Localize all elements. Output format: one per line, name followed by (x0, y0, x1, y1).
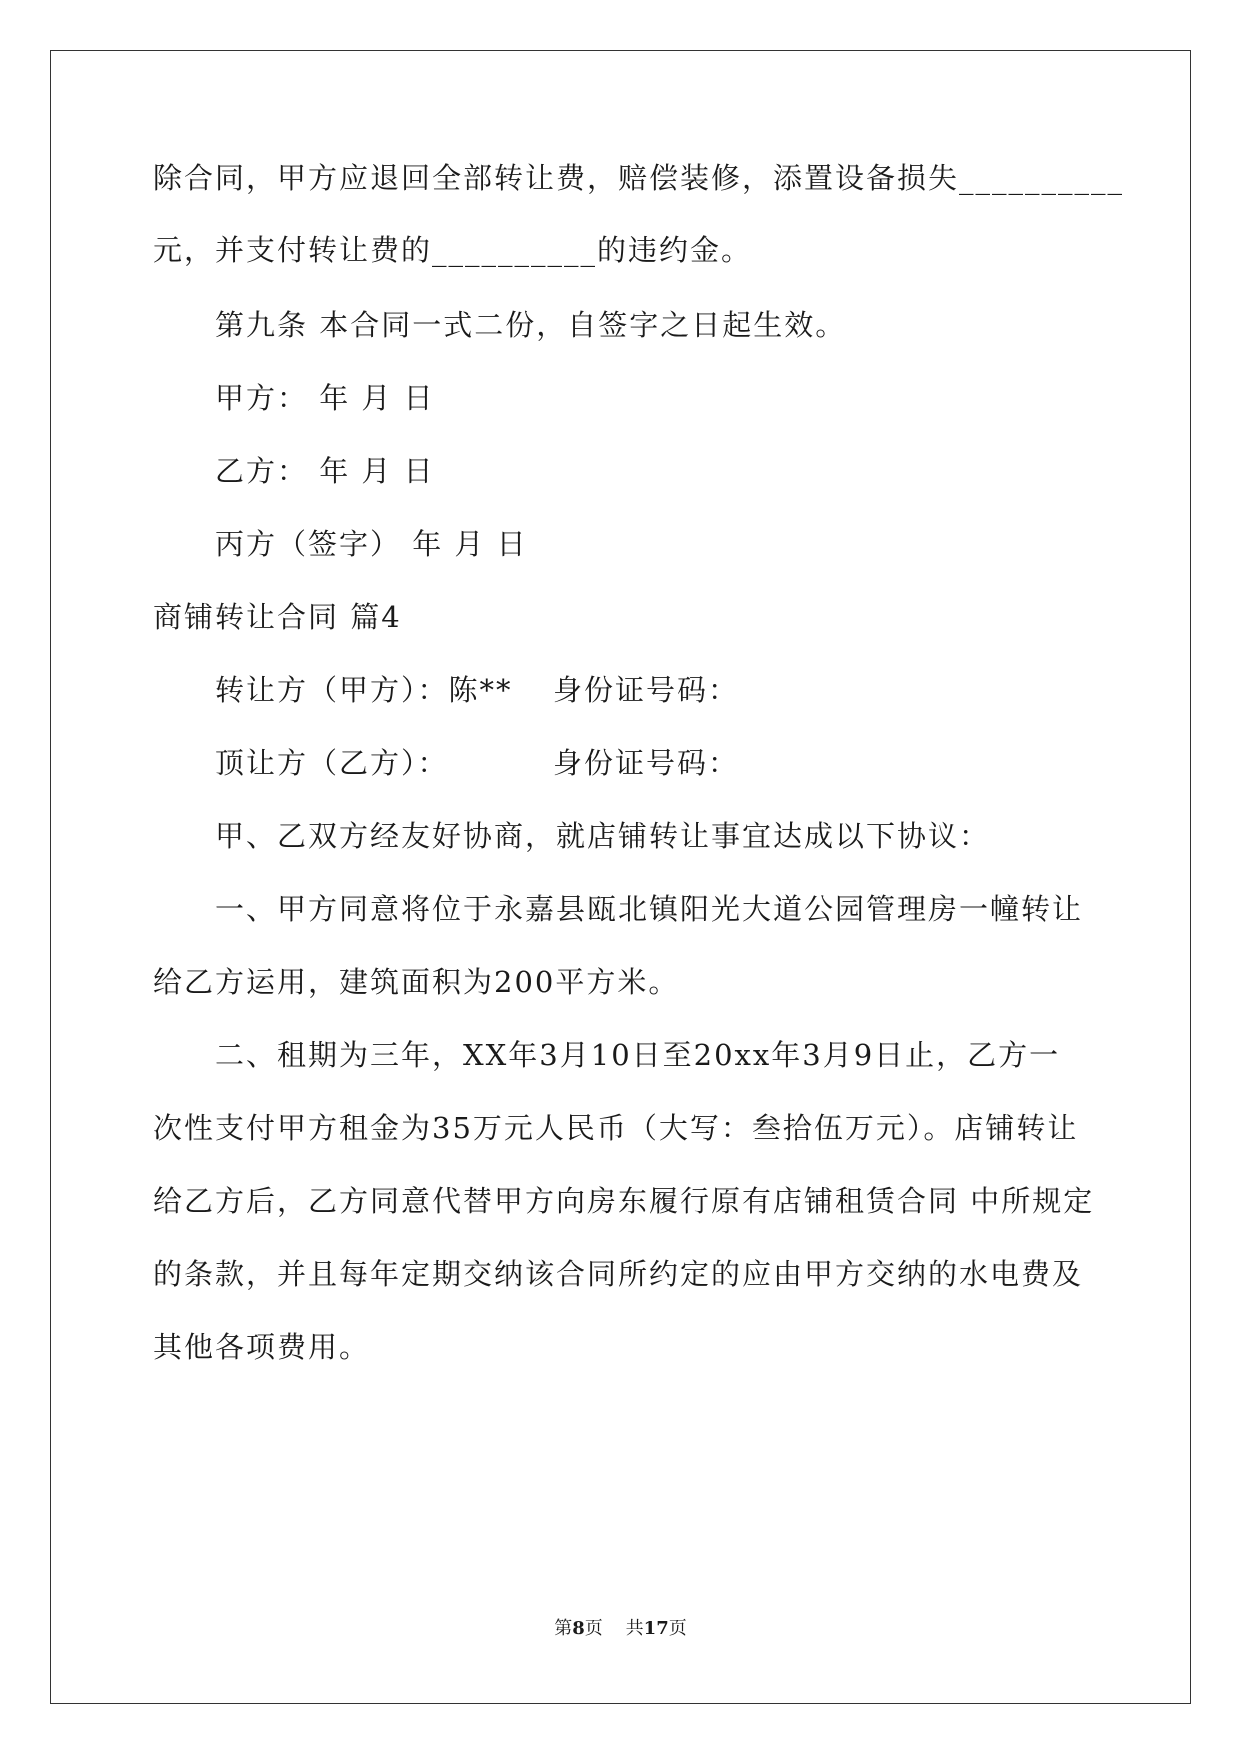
clause-nine: 第九条 本合同一式二份，自签字之日起生效。 (215, 308, 847, 342)
clause-one-line: 给乙方运用，建筑面积为200平方米。 (153, 965, 680, 999)
paragraph-line: 元，并支付转让费的__________的违约金。 (153, 233, 753, 267)
page-border (50, 50, 1191, 1704)
footer-page-suffix: 页 (584, 1618, 603, 1639)
transferor-id-label: 身份证号码： (553, 673, 740, 707)
transferee-label: 顶让方（乙方）： (215, 746, 449, 780)
page-footer (0, 1614, 1241, 1640)
clause-one-line: 一、甲方同意将位于永嘉县瓯北镇阳光大道公园管理房一幢转让 (215, 892, 1084, 926)
paragraph-line: 除合同，甲方应退回全部转让费，赔偿装修，添置设备损失__________ (153, 161, 1125, 195)
transferee-id-label: 身份证号码： (553, 746, 740, 780)
footer-total-suffix: 页 (668, 1618, 687, 1639)
section-heading: 商铺转让合同 篇4 (153, 600, 402, 634)
clause-two-line: 次性支付甲方租金为35万元人民币（大写：叁拾伍万元）。店铺转让 (153, 1111, 1079, 1145)
clause-two-line: 给乙方后，乙方同意代替甲方向房东履行原有店铺租赁合同 中所规定 (153, 1184, 1095, 1218)
total-pages-number: 17 (643, 1618, 669, 1639)
signature-party-b: 乙方： 年 月 日 (215, 454, 435, 488)
clause-two-line: 的条款，并且每年定期交纳该合同所约定的应由甲方交纳的水电费及 (153, 1257, 1084, 1291)
transferor-label: 转让方（甲方）：陈** (215, 673, 513, 707)
agreement-intro: 甲、乙双方经友好协商，就店铺转让事宜达成以下协议： (215, 819, 991, 853)
footer-prefix: 第 (554, 1618, 573, 1639)
signature-party-c: 丙方（签字） 年 月 日 (215, 527, 528, 561)
footer-total-prefix: 共 (625, 1618, 644, 1639)
clause-two-line: 其他各项费用。 (153, 1330, 371, 1364)
clause-two-line: 二、租期为三年，XX年3月10日至20xx年3月9日止，乙方一 (215, 1038, 1061, 1072)
current-page-number: 8 (572, 1618, 585, 1639)
signature-party-a: 甲方： 年 月 日 (215, 381, 435, 415)
